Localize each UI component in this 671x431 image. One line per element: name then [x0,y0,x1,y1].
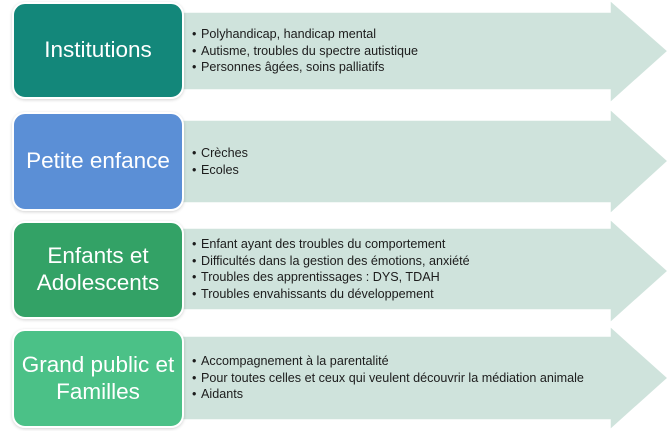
list-item: • Pour toutes celles et ceux qui veulent découvrir la médiation animale [192,370,622,387]
category-title: Institutions [44,37,152,63]
category-tile [12,2,184,99]
item-list [192,336,622,420]
list-item: • Personnes âgées, soins palliatifs [192,59,632,76]
category-tile [12,221,184,319]
row-enfants-adolescents [0,219,671,323]
list-item: • Troubles envahissants du développement [192,286,632,303]
list-item: • Accompagnement à la parentalité [192,353,622,370]
row-petite-enfance [0,109,671,214]
list-item: • Troubles des apprentissages : DYS, TDAH [192,269,632,286]
item-list [192,120,632,203]
category-title: Enfants et Adolescents [36,243,160,295]
item-list [192,228,632,310]
category-title: Grand public et Familles [21,351,175,404]
list-item: • Crèches [192,145,632,162]
row-institutions [0,0,671,103]
list-item: • Autisme, troubles du spectre autistique [192,43,632,60]
category-title: Petite enfance [26,148,170,174]
category-tile [12,112,184,211]
list-item: • Aidants [192,386,622,403]
item-list [192,12,632,90]
category-tile [12,329,184,428]
list-item: • Polyhandicap, handicap mental [192,26,632,43]
row-grand-public [0,326,671,431]
list-item: • Difficultés dans la gestion des émotions, anxiété [192,253,632,270]
list-item: • Ecoles [192,162,632,179]
list-item: • Enfant ayant des troubles du comportement [192,236,632,253]
